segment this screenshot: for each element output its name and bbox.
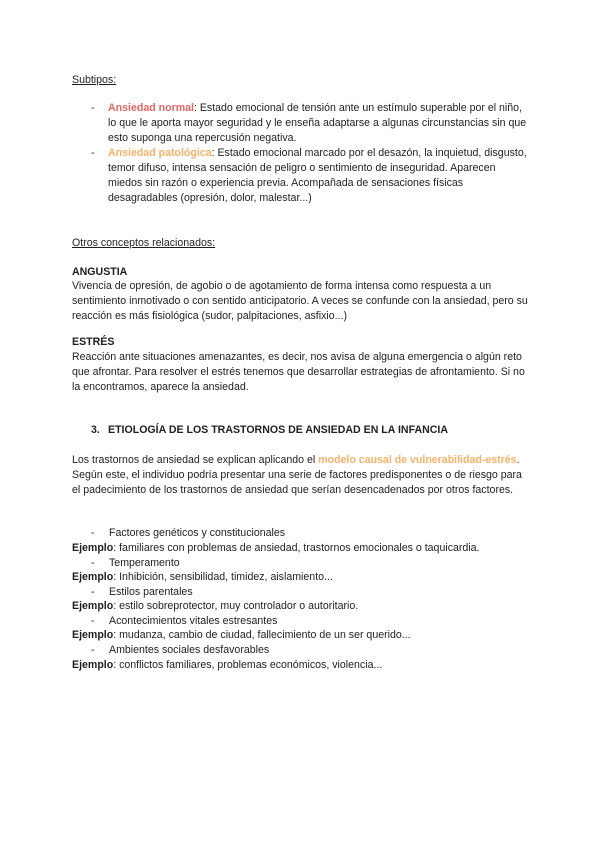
- example-estilos-parentales: [72, 599, 358, 614]
- modelo-causal-term: modelo causal de vulnerabilidad-estrés: [318, 454, 517, 466]
- factor-temperamento: Temperamento: [109, 557, 180, 569]
- example-ambientes: [72, 658, 382, 673]
- list-item-ansiedad-patologica: [108, 146, 528, 206]
- section-number: 3.: [91, 424, 100, 436]
- bullet-dash: -: [91, 557, 95, 569]
- factor-ambientes: Ambientes sociales desfavorables: [109, 644, 270, 656]
- example-label: Ejemplo: [72, 659, 114, 671]
- bullet-dash: -: [91, 527, 95, 539]
- angustia-text: Vivencia de opresión, de agobio o de agotamiento de forma intensa como respuesta a un sentimiento inmotivado o con sentido anticipatorio. A veces se confunde con la ansiedad, pero su reacción es más fisiológica (sudor, palpitaciones, asfixio...): [72, 280, 528, 322]
- factor-genetico: Factores genéticos y constitucionales: [109, 527, 286, 539]
- angustia-title: ANGUSTIA: [72, 266, 128, 278]
- factor-acontecimientos: Acontecimientos vitales estresantes: [109, 615, 278, 627]
- example-text: : familiares con problemas de ansiedad, trastornos emocionales o taquicardia.: [113, 542, 480, 554]
- otros-conceptos-heading: Otros conceptos relacionados:: [72, 237, 216, 249]
- example-acontecimientos: [72, 628, 411, 643]
- term-ansiedad-normal: Ansiedad normal: [108, 102, 194, 114]
- intro-text-before: Los trastornos de ansiedad se explican aplicando el: [72, 454, 319, 466]
- bullet-dash: -: [91, 615, 95, 627]
- example-label: Ejemplo: [72, 542, 114, 554]
- ansiedad-patologica-text: : Estado emocional marcado por el desazón, la inquietud, disgusto, temor difuso, intensa sensación de peligro o sentimiento de inseguridad. Aparecen miedos sin razón o experiencia previa. Acompañada de sensaciones físicas desagradables (opresión, dolor, malestar...): [108, 147, 527, 204]
- example-label: Ejemplo: [72, 600, 114, 612]
- example-text: : mudanza, cambio de ciudad, fallecimiento de un ser querido...: [113, 629, 411, 641]
- section-title: ETIOLOGÍA DE LOS TRASTORNOS DE ANSIEDAD EN LA INFANCIA: [108, 424, 448, 436]
- example-label: Ejemplo: [72, 629, 114, 641]
- ansiedad-normal-text: : Estado emocional de tensión ante un estímulo superable por el niño, lo que le aporta mayor seguridad y le enseña adaptarse a algunas circunstancias sin que esto suponga una repercusión negativa.: [108, 102, 527, 144]
- estres-title: ESTRÉS: [72, 336, 115, 348]
- bullet-dash: -: [91, 644, 95, 656]
- section-intro: [72, 453, 532, 498]
- factor-estilos-parentales: Estilos parentales: [109, 586, 193, 598]
- example-label: Ejemplo: [72, 571, 114, 583]
- bullet-dash: -: [91, 102, 95, 114]
- term-ansiedad-patologica: Ansiedad patológica: [108, 147, 212, 159]
- subtipos-heading: Subtipos:: [72, 74, 117, 86]
- example-genetico: [72, 541, 480, 556]
- example-text: : estilo sobreprotector, muy controlador o autoritario.: [113, 600, 359, 612]
- example-text: : Inhibición, sensibilidad, timidez, aislamiento...: [113, 571, 333, 583]
- list-item-ansiedad-normal: [108, 101, 528, 146]
- example-temperamento: [72, 570, 333, 585]
- example-text: : conflictos familiares, problemas económicos, violencia...: [113, 659, 383, 671]
- estres-text: Reacción ante situaciones amenazantes, es decir, nos avisa de alguna emergencia o algún reto que afrontar. Para resolver el estrés tenemos que desarrollar estrategias de afrontamiento. Si no la encontramos, aparece la ansiedad.: [72, 351, 525, 393]
- bullet-dash: -: [91, 147, 95, 159]
- bullet-dash: -: [91, 586, 95, 598]
- intro-text-after: . Según este, el individuo podría presentar una serie de factores predisponentes o de riesgo para el padecimiento de los trastornos de ansiedad que serían desencadenados por otros factores.: [72, 454, 522, 496]
